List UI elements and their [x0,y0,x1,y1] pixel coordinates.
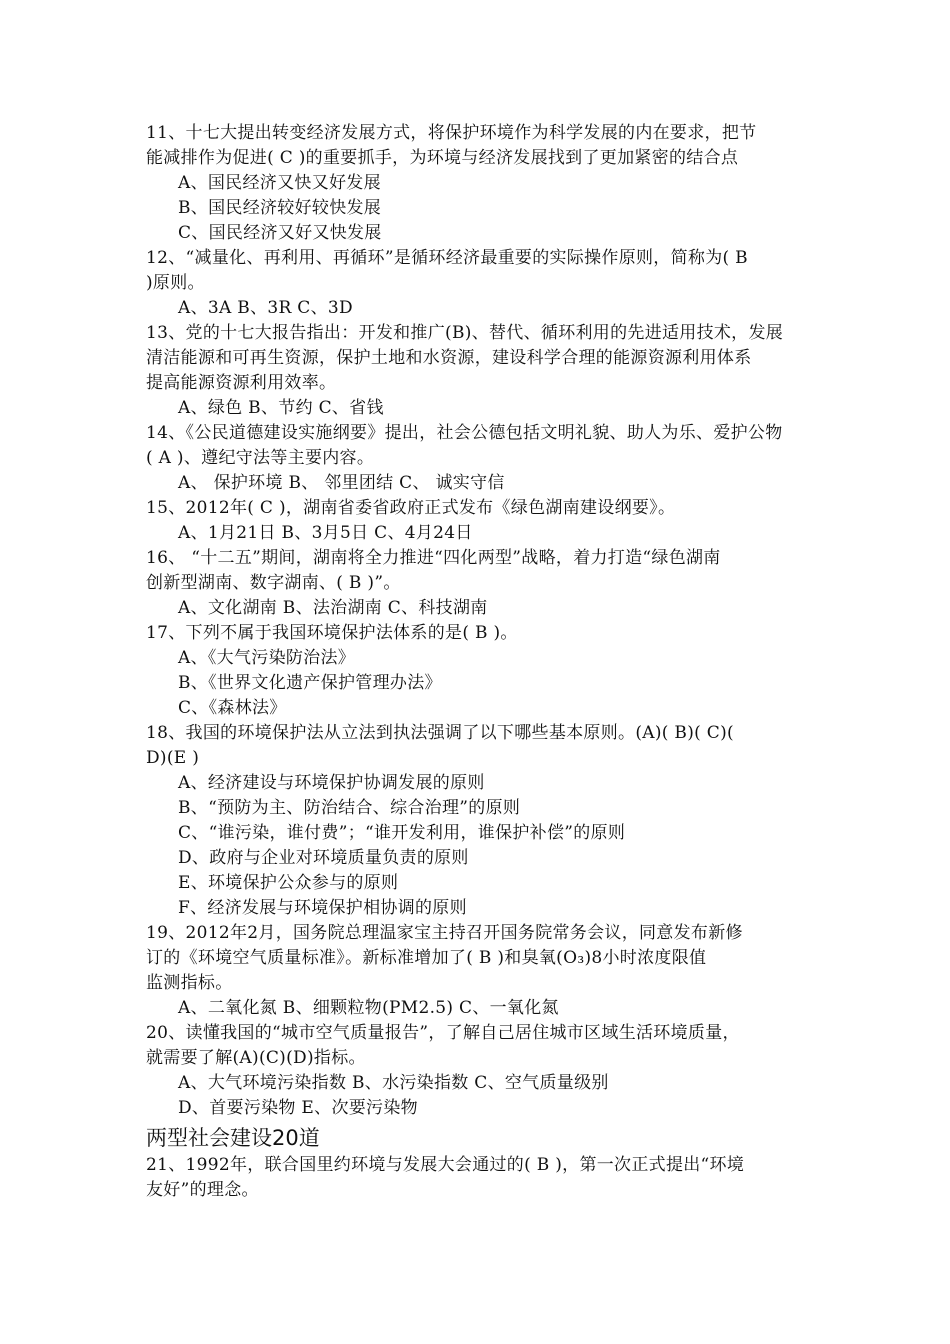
question-text-line: 提高能源资源利用效率。 [146,373,337,393]
question-text-line: 12、“减量化、再利用、再循环”是循环经济最重要的实际操作原则，简称为( B [146,248,748,268]
answer-options-line: A、二氧化氮 B、细颗粒物(PM2.5) C、一氧化氮 [178,998,559,1018]
question-text-line: 21、1992年，联合国里约环境与发展大会通过的( B )，第一次正式提出“环境 [146,1155,745,1175]
answer-options-line: A、经济建设与环境保护协调发展的原则 [178,773,485,793]
answer-options-line: A、3A B、3R C、3D [178,298,353,318]
question-text-line: 20、读懂我国的“城市空气质量报告”，了解自己居住城市区域生活环境质量， [146,1023,740,1043]
question-text-line: 18、我国的环境保护法从立法到执法强调了以下哪些基本原则。(A)( B)( C)( [146,723,734,743]
question-lines [146,121,826,1121]
question-text-line: 19、2012年2月，国务院总理温家宝主持召开国务院常务会议，同意发布新修 [146,923,743,943]
answer-options-line: A、《大气污染防治法》 [178,648,356,668]
question-text-line: 14、《公民道德建设实施纲要》提出，社会公德包括文明礼貌、助人为乐、爱护公物 [146,423,783,443]
answer-options-line: A、绿色 B、节约 C、省钱 [178,398,384,418]
question-text-line: 清洁能源和可再生资源，保护土地和水资源，建设科学合理的能源资源利用体系 [146,348,752,368]
answer-options-line: B、国民经济较好较快发展 [178,198,382,218]
answer-options-line: C、《森林法》 [178,698,287,718]
question-text-line: 订的《环境空气质量标准》。新标准增加了( B )和臭氧(O₃)8小时浓度限值 [146,948,707,968]
section-heading: 两型社会建设20道 [146,1126,320,1150]
question-text-line: 13、党的十七大报告指出：开发和推广(B)、替代、循环利用的先进适用技术，发展 [146,323,784,343]
question-text-line: ( A )、遵纪守法等主要内容。 [146,448,375,468]
answer-options-line: A、国民经济又快又好发展 [178,173,381,193]
question-text-line: 11、十七大提出转变经济发展方式，将保护环境作为科学发展的内在要求，把节 [146,123,757,143]
answer-options-line: A、大气环境污染指数 B、水污染指数 C、空气质量级别 [178,1073,609,1093]
answer-options-line: D、首要污染物 E、次要污染物 [178,1098,418,1118]
question-text-line: )原则。 [146,273,205,293]
document-body [146,121,826,1203]
question-text-line: 15、2012年( C )，湖南省委省政府正式发布《绿色湖南建设纲要》。 [146,498,676,518]
question-text-line: 16、 “十二五”期间，湖南将全力推进“四化两型”战略，着力打造“绿色湖南 [146,548,721,568]
answer-options-line: C、国民经济又好又快发展 [178,223,382,243]
question-text-line: D)(E ) [146,748,200,768]
question-text-line: 能减排作为促进( C )的重要抓手，为环境与经济发展找到了更加紧密的结合点 [146,148,739,168]
answer-options-line: E、环境保护公众参与的原则 [178,873,399,893]
answer-options-line: A、1月21日 B、3月5日 C、4月24日 [178,523,473,543]
question-text-line: 监测指标。 [146,973,233,993]
question-text-line: 17、下列不属于我国环境保护法体系的是( B )。 [146,623,518,643]
answer-options-line: A、 保护环境 B、 邻里团结 C、 诚实守信 [178,473,505,493]
question-text-line: 创新型湖南、数字湖南、( B )”。 [146,573,401,593]
answer-options-line: A、文化湖南 B、法治湖南 C、科技湖南 [178,598,488,618]
answer-options-line: F、经济发展与环境保护相协调的原则 [178,898,467,918]
question-text-line: 就需要了解(A)(C)(D)指标。 [146,1048,366,1068]
answer-options-line: D、政府与企业对环境质量负责的原则 [178,848,469,868]
answer-options-line: B、《世界文化遗产保护管理办法》 [178,673,442,693]
answer-options-line: B、“预防为主、防治结合、综合治理”的原则 [178,798,521,818]
answer-options-line: C、“谁污染，谁付费”；“谁开发利用，谁保护补偿”的原则 [178,823,626,843]
question-text-line: 友好”的理念。 [146,1180,259,1200]
question-lines-continued [146,1153,826,1203]
